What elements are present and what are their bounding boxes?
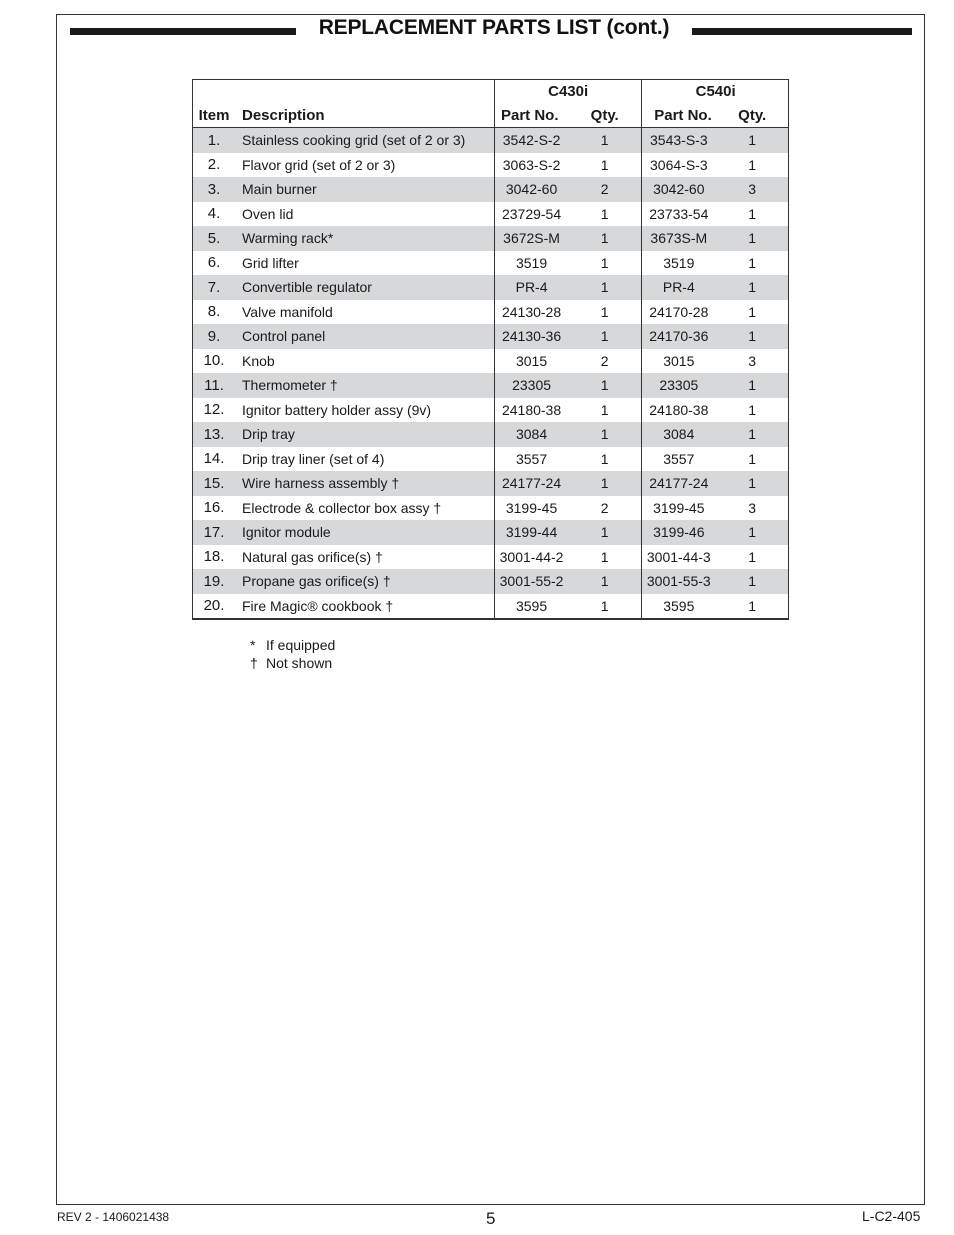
item-number: 15. bbox=[192, 471, 236, 496]
c540i-quantity: 1 bbox=[715, 471, 789, 496]
c430i-quantity: 1 bbox=[568, 422, 642, 447]
c430i-quantity: 1 bbox=[568, 569, 642, 594]
part-description: Stainless cooking grid (set of 2 or 3) bbox=[236, 128, 495, 153]
table-row bbox=[192, 447, 789, 472]
c430i-part-number: 3015 bbox=[495, 349, 569, 374]
item-number: 16. bbox=[192, 496, 236, 521]
column-header-description: Description bbox=[236, 103, 495, 128]
table-row bbox=[192, 398, 789, 423]
item-number: 14. bbox=[192, 447, 236, 472]
c430i-part-number: PR-4 bbox=[495, 275, 569, 300]
part-description: Wire harness assembly † bbox=[236, 471, 495, 496]
page-number: 5 bbox=[486, 1209, 496, 1228]
part-description: Propane gas orifice(s) † bbox=[236, 569, 495, 594]
item-number: 3. bbox=[192, 177, 236, 202]
part-description: Valve manifold bbox=[236, 300, 495, 325]
c540i-part-number: 3557 bbox=[642, 447, 716, 472]
parts-table bbox=[192, 79, 789, 619]
item-number: 13. bbox=[192, 422, 236, 447]
item-number: 9. bbox=[192, 324, 236, 349]
c430i-part-number: 3001-44-2 bbox=[495, 545, 569, 570]
c430i-quantity: 2 bbox=[568, 177, 642, 202]
part-description: Main burner bbox=[236, 177, 495, 202]
part-description: Drip tray liner (set of 4) bbox=[236, 447, 495, 472]
item-number: 1. bbox=[192, 128, 236, 153]
c430i-quantity: 1 bbox=[568, 202, 642, 227]
table-row bbox=[192, 349, 789, 374]
c540i-quantity: 3 bbox=[715, 349, 789, 374]
part-description: Ignitor module bbox=[236, 520, 495, 545]
c430i-part-number: 3042-60 bbox=[495, 177, 569, 202]
table-row bbox=[192, 520, 789, 545]
part-description: Control panel bbox=[236, 324, 495, 349]
c540i-quantity: 1 bbox=[715, 300, 789, 325]
c540i-quantity: 3 bbox=[715, 177, 789, 202]
part-description: Fire Magic® cookbook † bbox=[236, 594, 495, 619]
c540i-quantity: 1 bbox=[715, 128, 789, 153]
c540i-part-number: 3001-44-3 bbox=[642, 545, 716, 570]
table-row bbox=[192, 202, 789, 227]
document-code: L-C2-405 bbox=[862, 1208, 921, 1224]
c430i-part-number: 23729-54 bbox=[495, 202, 569, 227]
part-description: Flavor grid (set of 2 or 3) bbox=[236, 153, 495, 178]
c430i-quantity: 1 bbox=[568, 545, 642, 570]
part-description: Oven lid bbox=[236, 202, 495, 227]
column-header-part-no: Part No. bbox=[642, 103, 716, 128]
table-row bbox=[192, 153, 789, 178]
c430i-part-number: 24130-28 bbox=[495, 300, 569, 325]
column-header-row bbox=[192, 103, 789, 128]
c540i-part-number: 3015 bbox=[642, 349, 716, 374]
item-number: 5. bbox=[192, 226, 236, 251]
item-number: 12. bbox=[192, 398, 236, 423]
item-number: 11. bbox=[192, 373, 236, 398]
c430i-part-number: 3199-45 bbox=[495, 496, 569, 521]
footnote: † Not shown bbox=[250, 655, 333, 671]
c540i-quantity: 1 bbox=[715, 545, 789, 570]
table-row bbox=[192, 594, 789, 619]
c430i-quantity: 1 bbox=[568, 251, 642, 276]
c430i-part-number: 3063-S-2 bbox=[495, 153, 569, 178]
item-number: 4. bbox=[192, 202, 236, 227]
part-description: Grid lifter bbox=[236, 251, 495, 276]
table-row bbox=[192, 496, 789, 521]
c540i-part-number: PR-4 bbox=[642, 275, 716, 300]
model-header-c540i: C540i bbox=[642, 79, 789, 103]
c430i-part-number: 24180-38 bbox=[495, 398, 569, 423]
item-number: 10. bbox=[192, 349, 236, 374]
c540i-quantity: 1 bbox=[715, 202, 789, 227]
table-row bbox=[192, 471, 789, 496]
c540i-part-number: 24180-38 bbox=[642, 398, 716, 423]
table-row bbox=[192, 324, 789, 349]
part-description: Convertible regulator bbox=[236, 275, 495, 300]
c430i-quantity: 1 bbox=[568, 324, 642, 349]
part-description: Natural gas orifice(s) † bbox=[236, 545, 495, 570]
c430i-part-number: 3672S-M bbox=[495, 226, 569, 251]
c540i-quantity: 1 bbox=[715, 594, 789, 619]
part-description: Thermometer † bbox=[236, 373, 495, 398]
c430i-part-number: 24177-24 bbox=[495, 471, 569, 496]
revision-code: REV 2 - 1406021438 bbox=[57, 1210, 170, 1224]
item-number: 18. bbox=[192, 545, 236, 570]
c430i-quantity: 1 bbox=[568, 226, 642, 251]
table-row bbox=[192, 422, 789, 447]
c540i-quantity: 1 bbox=[715, 226, 789, 251]
c430i-part-number: 24130-36 bbox=[495, 324, 569, 349]
c540i-quantity: 1 bbox=[715, 398, 789, 423]
c540i-quantity: 1 bbox=[715, 447, 789, 472]
c540i-part-number: 23733-54 bbox=[642, 202, 716, 227]
part-description: Knob bbox=[236, 349, 495, 374]
table-row bbox=[192, 251, 789, 276]
c540i-part-number: 24177-24 bbox=[642, 471, 716, 496]
c540i-part-number: 3001-55-3 bbox=[642, 569, 716, 594]
item-number: 7. bbox=[192, 275, 236, 300]
c540i-part-number: 24170-28 bbox=[642, 300, 716, 325]
c540i-quantity: 1 bbox=[715, 422, 789, 447]
part-description: Ignitor battery holder assy (9v) bbox=[236, 398, 495, 423]
c430i-part-number: 3199-44 bbox=[495, 520, 569, 545]
c540i-quantity: 3 bbox=[715, 496, 789, 521]
item-number: 20. bbox=[192, 594, 236, 619]
c540i-part-number: 3064-S-3 bbox=[642, 153, 716, 178]
table-row bbox=[192, 128, 789, 153]
column-header-part-no: Part No. bbox=[495, 103, 569, 128]
c430i-quantity: 1 bbox=[568, 128, 642, 153]
c540i-part-number: 24170-36 bbox=[642, 324, 716, 349]
c430i-quantity: 1 bbox=[568, 153, 642, 178]
part-description: Electrode & collector box assy † bbox=[236, 496, 495, 521]
c540i-quantity: 1 bbox=[715, 275, 789, 300]
c430i-quantity: 1 bbox=[568, 447, 642, 472]
column-header-item: Item bbox=[192, 103, 236, 128]
c430i-part-number: 23305 bbox=[495, 373, 569, 398]
parts-table-body bbox=[192, 128, 789, 619]
c540i-part-number: 3199-45 bbox=[642, 496, 716, 521]
table-row bbox=[192, 545, 789, 570]
c430i-quantity: 2 bbox=[568, 496, 642, 521]
c430i-quantity: 1 bbox=[568, 373, 642, 398]
c430i-part-number: 3557 bbox=[495, 447, 569, 472]
c540i-quantity: 1 bbox=[715, 569, 789, 594]
c430i-part-number: 3084 bbox=[495, 422, 569, 447]
c430i-part-number: 3595 bbox=[495, 594, 569, 619]
column-header-qty: Qty. bbox=[715, 103, 789, 128]
table-row bbox=[192, 177, 789, 202]
c430i-quantity: 1 bbox=[568, 594, 642, 619]
table-row bbox=[192, 275, 789, 300]
c540i-part-number: 3519 bbox=[642, 251, 716, 276]
model-header-row bbox=[192, 79, 789, 103]
c540i-quantity: 1 bbox=[715, 324, 789, 349]
page-title: REPLACEMENT PARTS LIST (cont.) bbox=[318, 16, 670, 39]
c540i-part-number: 3084 bbox=[642, 422, 716, 447]
c430i-quantity: 1 bbox=[568, 398, 642, 423]
part-description: Drip tray bbox=[236, 422, 495, 447]
c430i-part-number: 3542-S-2 bbox=[495, 128, 569, 153]
footnote: * If equipped bbox=[250, 637, 336, 653]
table-row bbox=[192, 373, 789, 398]
c430i-part-number: 3001-55-2 bbox=[495, 569, 569, 594]
c540i-quantity: 1 bbox=[715, 373, 789, 398]
c540i-part-number: 3595 bbox=[642, 594, 716, 619]
c540i-part-number: 3673S-M bbox=[642, 226, 716, 251]
c540i-part-number: 3543-S-3 bbox=[642, 128, 716, 153]
c540i-part-number: 3199-46 bbox=[642, 520, 716, 545]
c540i-part-number: 23305 bbox=[642, 373, 716, 398]
c430i-quantity: 1 bbox=[568, 520, 642, 545]
item-number: 17. bbox=[192, 520, 236, 545]
c430i-quantity: 1 bbox=[568, 471, 642, 496]
item-number: 2. bbox=[192, 153, 236, 178]
footnotes bbox=[250, 636, 335, 672]
title-rule-right bbox=[692, 28, 912, 35]
table-row bbox=[192, 569, 789, 594]
column-header-qty: Qty. bbox=[568, 103, 642, 128]
model-header-c430i: C430i bbox=[495, 79, 642, 103]
c540i-part-number: 3042-60 bbox=[642, 177, 716, 202]
part-description: Warming rack* bbox=[236, 226, 495, 251]
title-rule-left bbox=[70, 28, 296, 35]
c540i-quantity: 1 bbox=[715, 520, 789, 545]
table-row bbox=[192, 226, 789, 251]
table-row bbox=[192, 300, 789, 325]
c430i-part-number: 3519 bbox=[495, 251, 569, 276]
c540i-quantity: 1 bbox=[715, 153, 789, 178]
c430i-quantity: 1 bbox=[568, 300, 642, 325]
item-number: 8. bbox=[192, 300, 236, 325]
c540i-quantity: 1 bbox=[715, 251, 789, 276]
c430i-quantity: 1 bbox=[568, 275, 642, 300]
c430i-quantity: 2 bbox=[568, 349, 642, 374]
item-number: 6. bbox=[192, 251, 236, 276]
item-number: 19. bbox=[192, 569, 236, 594]
